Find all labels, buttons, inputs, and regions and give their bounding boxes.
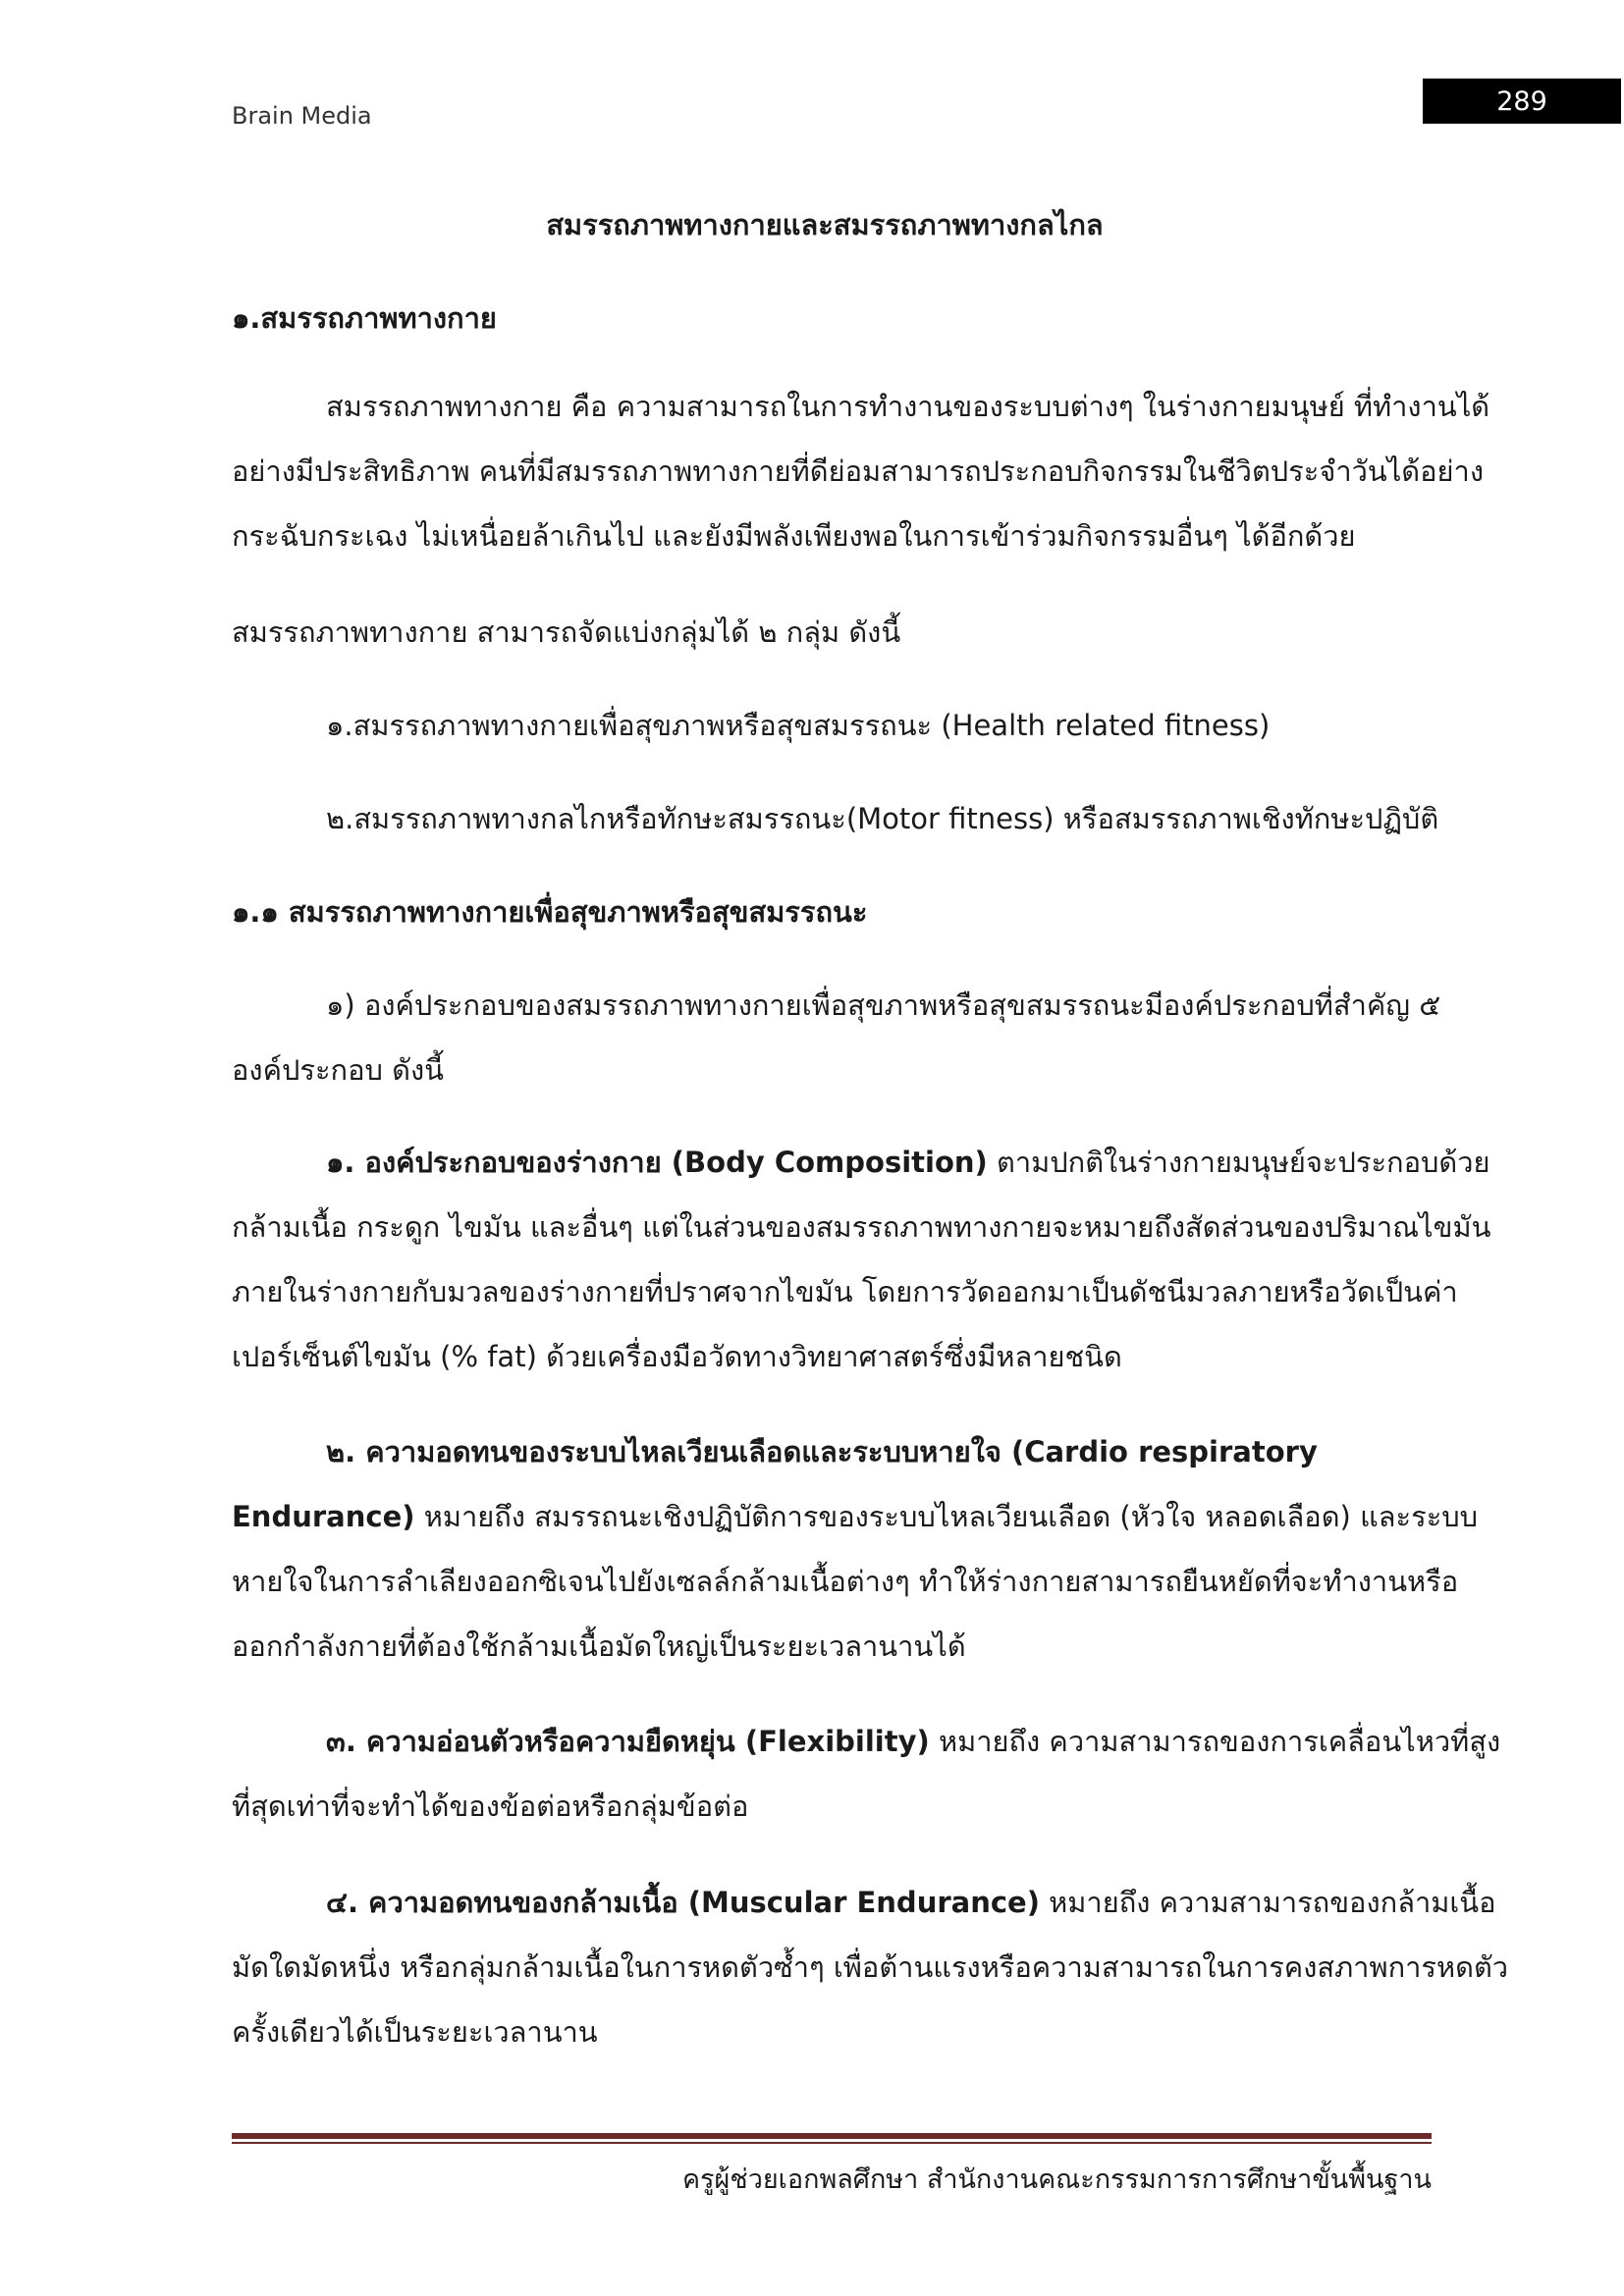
brand-label: Brain Media — [232, 102, 372, 130]
paragraph-line: กล้ามเนื้อ กระดูก ไขมัน และอื่นๆ แต่ในส่วนของสมรรถภาพทางกายจะหมายถึงสัดส่วนของปริมาณไขมัน — [232, 1210, 1491, 1244]
paragraph-line: กระฉับกระเฉง ไม่เหนื่อยล้าเกินไป และยังมีพลังเพียงพอในการเข้าร่วมกิจกรรมอื่นๆ ได้อีกด้วย — [232, 519, 1356, 553]
paragraph-line: หายใจในการลำเลียงออกซิเจนไปยังเซลล์กล้ามเนื้อต่างๆ ทำให้ร่างกายสามารถยืนหยัดที่จะทำงานหรือ — [232, 1565, 1459, 1598]
component-item-line — [232, 1493, 1478, 1541]
component-text: ตามปกติในร่างกายมนุษย์จะประกอบด้วย — [987, 1146, 1490, 1179]
component-item-heading — [326, 1139, 1490, 1187]
paragraph-line: ที่สุดเท่าที่จะทำได้ของข้อต่อหรือกลุ่มข้อต่อ — [232, 1789, 749, 1823]
paragraph-line: องค์ประกอบ ดังนี้ — [232, 1053, 444, 1087]
document-title: สมรรถภาพทางกายและสมรรถภาพทางกลไกล — [546, 208, 1104, 241]
list-item: ๒.สมรรถภาพทางกลไกหรือทักษะสมรรถนะ(Motor fitness) หรือสมรรถภาพเชิงทักษะปฏิบัติ — [326, 802, 1439, 835]
paragraph-line: ๑) องค์ประกอบของสมรรถภาพทางกายเพื่อสุขภาพหรือสุขสมรรถนะมีองค์ประกอบที่สำคัญ ๕ — [326, 988, 1441, 1022]
page-number-badge: 289 — [1423, 79, 1621, 124]
component-text: หมายถึง ความสามารถของการเคลื่อนไหวที่สูง — [929, 1725, 1501, 1758]
component-item-heading — [326, 1718, 1500, 1766]
paragraph-line: ออกกำลังกายที่ต้องใช้กล้ามเนื้อมัดใหญ่เป็นระยะเวลานานได้ — [232, 1629, 966, 1663]
component-title: ๑. องค์ประกอบของร่างกาย (Body Composition) — [326, 1146, 988, 1179]
component-item-heading — [326, 1879, 1496, 1927]
component-title: ๓. ความอ่อนตัวหรือความยืดหยุ่น (Flexibility) — [326, 1725, 930, 1758]
section-heading: ๑.สมรรถภาพทางกาย — [232, 301, 497, 335]
paragraph-line: สมรรถภาพทางกาย สามารถจัดแบ่งกลุ่มได้ ๒ กลุ่ม ดังนี้ — [232, 615, 901, 649]
footer-divider-thin — [232, 2142, 1432, 2144]
paragraph-line: ครั้งเดียวได้เป็นระยะเวลานาน — [232, 2015, 598, 2049]
component-text: หมายถึง สมรรถนะเชิงปฏิบัติการของระบบไหลเวียนเลือด (หัวใจ หลอดเลือด) และระบบ — [414, 1500, 1479, 1533]
paragraph-line: ภายในร่างกายกับมวลของร่างกายที่ปราศจากไขมัน โดยการวัดออกมาเป็นดัชนีมวลภายหรือวัดเป็นค่า — [232, 1275, 1458, 1308]
footer-text: ครูผู้ช่วยเอกพลศึกษา สำนักงานคณะกรรมการการศึกษาขั้นพื้นฐาน — [681, 2164, 1432, 2195]
component-text: หมายถึง ความสามารถของกล้ามเนื้อ — [1039, 1886, 1496, 1919]
paragraph-line: มัดใดมัดหนึ่ง หรือกลุ่มกล้ามเนื้อในการหดตัวซ้ำๆ เพื่อต้านแรงหรือความสามารถในการคงสภาพการหดตัว — [232, 1950, 1509, 1984]
component-title-cont: Endurance) — [232, 1500, 415, 1533]
component-item-heading — [326, 1428, 1318, 1476]
paragraph-line: เปอร์เซ็นต์ไขมัน (% fat) ด้วยเครื่องมือวัดทางวิทยาศาสตร์ซึ่งมีหลายชนิด — [232, 1340, 1122, 1373]
subsection-heading: ๑.๑ สมรรถภาพทางกายเพื่อสุขภาพหรือสุขสมรรถนะ — [232, 895, 868, 929]
component-title: ๔. ความอดทนของกล้ามเนื้อ (Muscular Endurance) — [326, 1886, 1040, 1919]
list-item: ๑.สมรรถภาพทางกายเพื่อสุขภาพหรือสุขสมรรถนะ (Health related fitness) — [326, 709, 1271, 742]
component-title: ๒. ความอดทนของระบบไหลเวียนเลือดและระบบหายใจ (Cardio respiratory — [326, 1435, 1318, 1468]
paragraph-line: สมรรถภาพทางกาย คือ ความสามารถในการทำงานของระบบต่างๆ ในร่างกายมนุษย์ ที่ทำงานได้ — [326, 390, 1490, 423]
footer-divider — [232, 2133, 1432, 2139]
paragraph-line: อย่างมีประสิทธิภาพ คนที่มีสมรรถภาพทางกายที่ดีย่อมสามารถประกอบกิจกรรมในชีวิตประจำวันได้อย่าง — [232, 454, 1484, 488]
